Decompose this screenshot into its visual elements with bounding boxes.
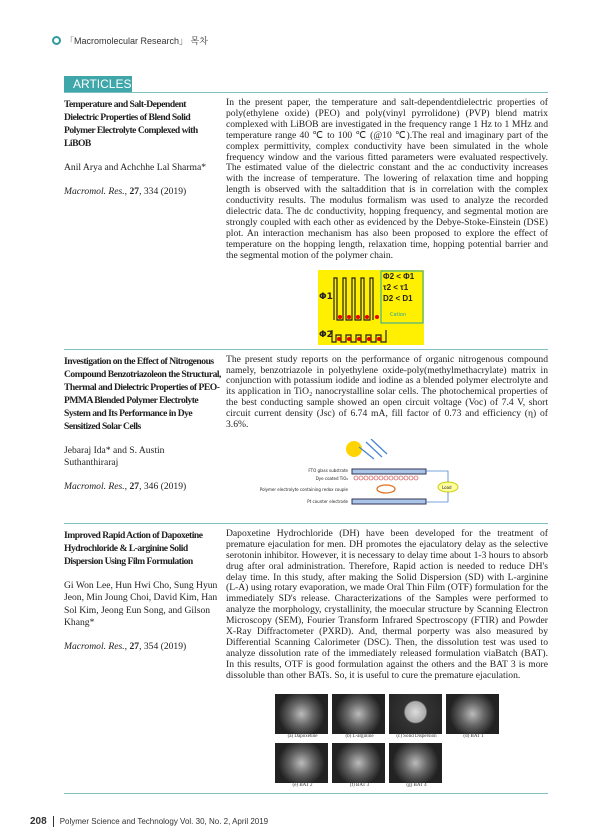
pt-electrode-label: Pt counter electrode [307,498,348,504]
article-citation: Macromol. Res., 27, 354 (2019) [64,640,187,652]
solar-cell-figure [259,439,474,519]
phi2-label: Φ2 [319,329,333,340]
sem-image-c: (c) Solid Dispersion [389,694,444,740]
relation-3: D2 < D1 [383,293,413,303]
fto-label: FTO glass substrate [308,467,348,473]
cation-label: Cation [390,311,407,318]
sem-image-b: (b) L-arginine [332,694,387,740]
sem-image-g: (g) BAT 4 [389,743,444,789]
article-1 [64,93,548,349]
hopping-mechanism-figure [318,270,424,345]
article-citation: Macromol. Res., 27, 334 (2019) [64,185,187,197]
article-3 [64,524,548,793]
article-abstract: In the present paper, the temperature and salt-dependentdielectric properties of poly(ethylene oxide) (PEO) and poly(vinyl pyrrolidone) (PVP) blend matrix complexed with LiBOB are investigated in the frequency range 1 Hz to 1 MHz and temperature range 40 ℃ to 100 ℃ (@10 ℃).The real and imaginary part of the complex permittivity, complex conductivity have been simulated in the whole frequency window and the various fitted parameters were evaluated respectively. The estimated value of the dielectric constant and the ac conductivity increases with the increase of temperature. The lowering of relaxation time and hopping length is observed with the saltaddition that is in correlation with the complex conductivity results. The modulus formalism was used to analyze the recorded dielectric data. The dc conductivity, hopping frequency, and segmental motion are strongly coupled with each other as evidenced by the Debye-Stoke-Einstein (DSE) plot. An interaction mechanism has also been proposed to explore the effect of temperature on the hopping length, relaxation time, hopping potential barrier and the segmental motion of the polymer chain. [226,97,548,261]
sem-images-figure [275,694,505,789]
phi1-label: Φ1 [319,291,333,302]
article-authors: Anil Arya and Achchhe Lal Sharma* [64,162,206,173]
header-label: 「Macromolecular Research」 목차 [65,36,208,46]
article-authors: Jebaraj Ida* and S. Austin Suthanthiraraj [64,444,165,469]
potential-wells-diagram [318,270,424,345]
article-abstract: The present study reports on the performance of organic nitrogenous compound namely, benzotriazole in polyethylene oxide-poly(methylmethacrylate) matrix in conjunction with potassium iodide and iodine as a blended polymer electrolyte and its application in TiO₂ nanocrystalline solar cells. The photochemical properties of the best conducting sample showed an open circuit voltage (Voc) of 7.4 V, short circuit current density (Jsc) of 6.74 mA, fill factor of 0.73 and efficiency (η) of 3.6%. [226,353,548,431]
article-title[interactable]: Temperature and Salt-Dependent Dielectric Properties of Blend Solid Polymer Electrolyte Complexed with LiBOB [64,99,198,149]
sem-image-f: (f) BAT 3 [332,743,387,789]
article-2 [64,350,548,523]
divider [64,793,548,794]
relation-2: τ2 < τ1 [383,282,409,292]
articles-badge: ARTICLES [64,76,132,92]
section-header [52,34,208,47]
solar-cell-diagram [274,439,474,519]
sem-image-d: (d) BAT 1 [446,694,501,740]
article-abstract: Dapoxetine Hydrochloride (DH) have been developed for the treatment of premature ejaculation for men. DH promotes the ejaculatory delay as the selective serotonin inhibitor. However, it is necessary to delay time about 1-3 hours to absorb drug after oral administration. Therefore, Rapid action is needed to reduce DH's delay time. In this study, after making the Solid Dispersion (SD) with L-arginine (L-A) using rotary evaporation, we made Oral Thin Film (OTF) formulation for the immediately SD's release. Characterizations of the Samples were performed to analyze the morphology, crystallinity, the moecular structure by Scanning Electron Microscopy (SEM), Fourier Transform Infrared Spectroscopy (FTIR) and Powder X-Ray Diffractometer (PXRD). And, thermal porperty was also measured by Differential Scanning Calorimeter (DSC). Then, the dissolution test was used to analyze dissolution rate of the immediately released formulation viaBatch (BAT). In this results, OTF is good formulation against the others and the BAT 3 is more dissoluble than other BATs. So, it is useful to cure the premature ejaculation. [226,527,548,681]
load-label: Load [442,484,452,490]
article-title[interactable]: Improved Rapid Action of Dapoxetine Hydrochloride & L-arginine Solid Dispersion Using Film Formulation [64,529,203,567]
sem-image-a: (a) Dapoxetine [275,694,330,740]
relation-1: Φ2 < Φ1 [383,271,415,281]
page-footer [30,816,548,827]
journal-info: Polymer Science and Technology Vol. 30, No. 2, April 2019 [59,816,269,826]
bullet-icon [52,36,61,45]
page-number: 208 [30,816,54,827]
electrolyte-label: Polymer electrolyte containing redox couple [259,486,348,492]
articles-list [30,76,548,827]
article-authors: Gi Won Lee, Hun Hwi Cho, Sung Hyun Jeon, Min Joung Choi, David Kim, Han Sol Kim, Jeong Eun Song, and Gilson Khang* [64,579,218,629]
article-title[interactable]: Investigation on the Effect of Nitrogenous Compound Benzotriazoleon the Structural, Thermal and Dielectric Properties of PEO-PMMA Blended Polymer Electrolyte System and Its Performance in Dye Sensitized Solar Cells [64,355,221,432]
sem-image-e: (e) BAT 2 [275,743,330,789]
tio2-label: Dye coated TiO₂ [315,475,348,481]
article-citation: Macromol. Res., 27, 346 (2019) [64,480,187,492]
